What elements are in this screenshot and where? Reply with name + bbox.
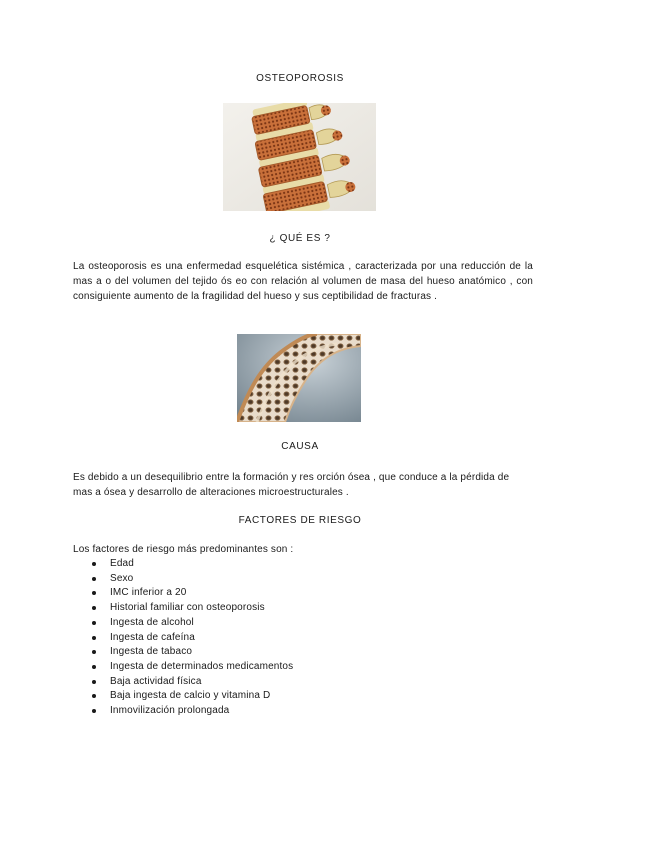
bullet-icon <box>92 621 96 625</box>
risk-factor-list <box>73 557 293 719</box>
bullet-icon <box>92 606 96 610</box>
spine-image <box>223 103 376 211</box>
list-item: Inmovilización prolongada <box>73 704 293 719</box>
bullet-icon <box>92 577 96 581</box>
section-heading-que-es: ¿ QUÉ ES ? <box>269 233 331 244</box>
list-item: Baja ingesta de calcio y vitamina D <box>73 689 293 704</box>
bullet-icon <box>92 591 96 595</box>
list-item: Sexo <box>73 572 293 587</box>
document-title: OSTEOPOROSIS <box>256 73 344 84</box>
bullet-icon <box>92 650 96 654</box>
list-item: Ingesta de tabaco <box>73 645 293 660</box>
list-item: Edad <box>73 557 293 572</box>
bullet-icon <box>92 680 96 684</box>
list-item: Baja actividad física <box>73 675 293 690</box>
section-body-causa: Es debido a un desequilibrio entre la formación y res orción ósea , que conduce a la pérdida de mas a ósea y desarrollo de alteraciones microestructurales . <box>73 472 510 498</box>
bullet-icon <box>92 636 96 640</box>
list-item: Historial familiar con osteoporosis <box>73 601 293 616</box>
bone-image <box>237 334 361 422</box>
section-intro-factores: Los factores de riesgo más predominantes son : <box>73 544 294 555</box>
bullet-icon <box>92 562 96 566</box>
bullet-icon <box>92 709 96 713</box>
bullet-icon <box>92 694 96 698</box>
section-heading-causa: CAUSA <box>281 441 319 452</box>
section-body-que-es: La osteoporosis es una enfermedad esquelética sistémica , caracterizada por una reducción de la mas a o del volumen del tejido ós eo con relación al volumen de masa del hueso anatómico , con consiguiente aumento de la fragilidad del hueso y sus ceptibilidad de fracturas . <box>73 261 533 302</box>
section-heading-factores: FACTORES DE RIESGO <box>238 515 362 526</box>
list-item: Ingesta de determinados medicamentos <box>73 660 293 675</box>
list-item: Ingesta de alcohol <box>73 616 293 631</box>
list-item: IMC inferior a 20 <box>73 586 293 601</box>
bullet-icon <box>92 665 96 669</box>
list-item: Ingesta de cafeína <box>73 631 293 646</box>
